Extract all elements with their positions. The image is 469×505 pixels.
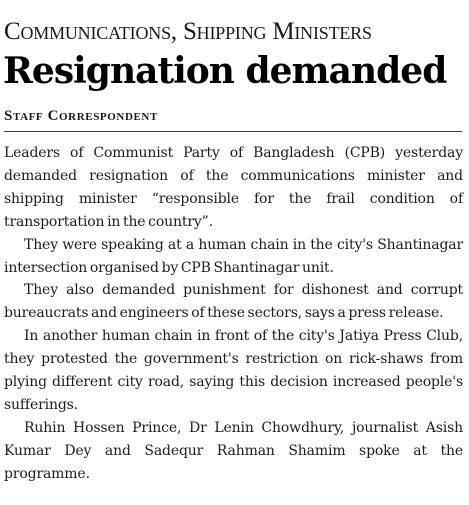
article-paragraph: They also demanded punishment for dishonest and corrupt bureaucrats and engineers of these sectors, says a press release.	[4, 282, 463, 322]
article-kicker: Communications, Shipping Ministers	[4, 18, 372, 45]
article-headline: Resignation demanded	[3, 50, 447, 92]
article-paragraph: They were speaking at a human chain in the city's Shantinagar intersection organised by CPB Shantinagar unit.	[4, 236, 463, 276]
article-body	[4, 142, 463, 486]
article-byline: Staff Correspondent	[4, 108, 158, 124]
article-paragraph: Ruhin Hossen Prince, Dr Lenin Chowdhury, journalist Asish Kumar Dey and Sadequr Rahman Shamim spoke at the programme.	[4, 419, 463, 482]
article-paragraph: Leaders of Communist Party of Bangladesh (CPB) yesterday demanded resignation of the communications minister and shipping minister “responsible for the frail condition of transportation in the country”.	[4, 145, 463, 230]
article-paragraph: In another human chain in front of the city's Jatiya Press Club, they protested the government's restriction on rick-shaws from plying different city road, saying this decision increased people's sufferings.	[4, 328, 463, 413]
byline-divider	[4, 131, 462, 132]
